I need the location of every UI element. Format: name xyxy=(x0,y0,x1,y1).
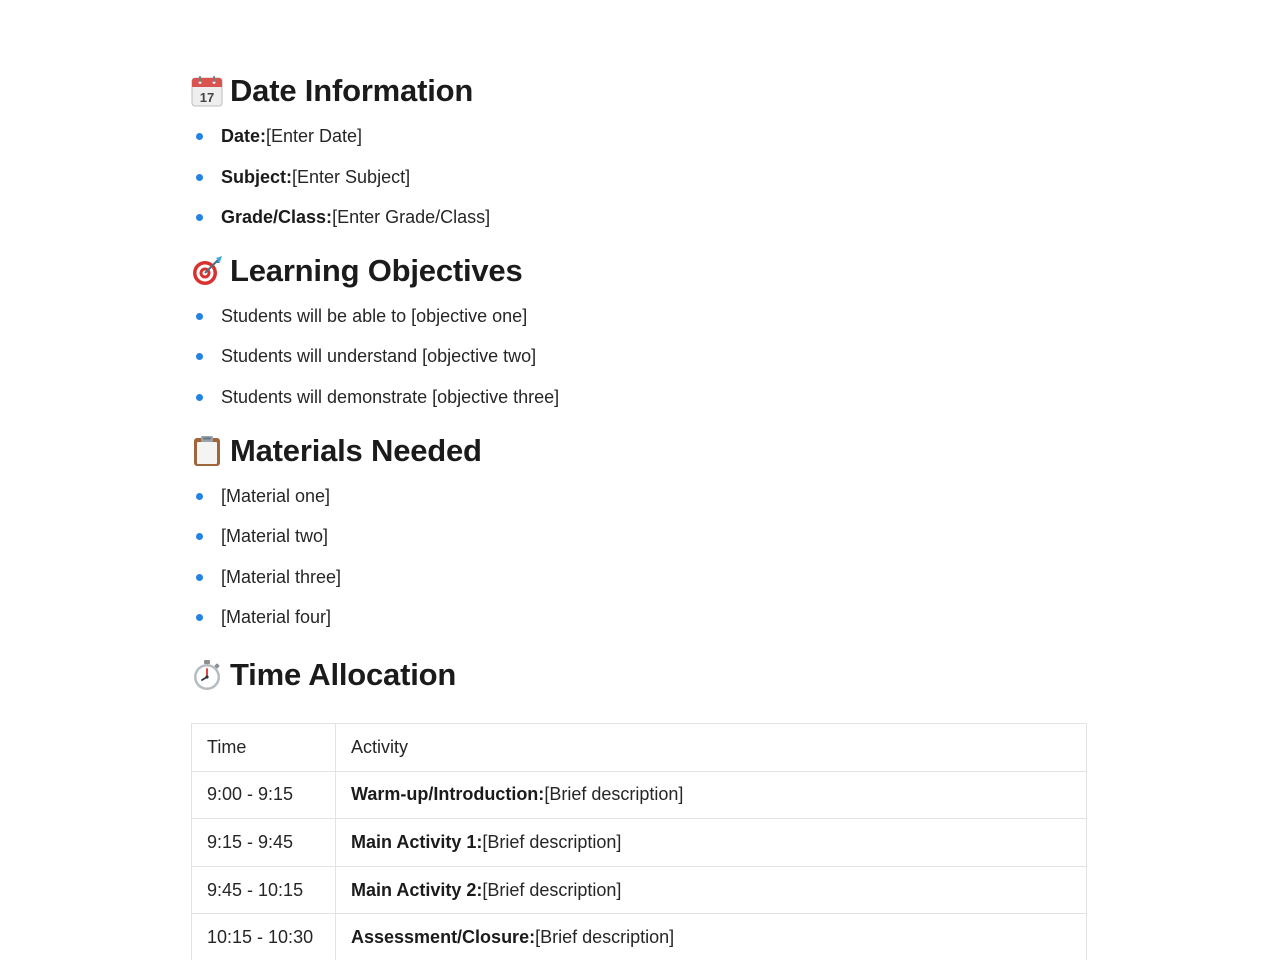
list-item[interactable] xyxy=(191,377,1087,418)
material-text: [Material two] xyxy=(221,526,329,547)
activity-description: [Brief description] xyxy=(535,927,675,948)
bullet-icon xyxy=(196,174,203,181)
activity-cell[interactable] xyxy=(336,819,1087,867)
date-label: Date: xyxy=(221,126,267,146)
learning-objectives-list xyxy=(191,296,1087,418)
target-icon xyxy=(191,255,223,287)
activity-label: Warm-up/Introduction: xyxy=(351,784,545,805)
objective-text: Students will demonstrate [objective three] xyxy=(221,386,560,407)
activity-label: Main Activity 1: xyxy=(351,831,483,852)
materials-needed-heading xyxy=(191,426,1087,476)
time-cell[interactable]: 9:15 - 9:45 xyxy=(192,819,336,867)
time-cell[interactable]: 9:45 - 10:15 xyxy=(192,866,336,914)
time-allocation-table xyxy=(191,723,1087,960)
time-column-header[interactable]: Time xyxy=(192,723,336,771)
materials-list xyxy=(191,476,1087,638)
time-allocation-title: Time Allocation xyxy=(230,656,457,692)
activity-description: [Brief description] xyxy=(482,879,622,900)
objective-text: Students will be able to [objective one] xyxy=(221,305,528,326)
list-item xyxy=(191,157,1087,198)
activity-label: Main Activity 2: xyxy=(351,879,483,900)
activity-label: Assessment/Closure: xyxy=(351,927,536,948)
bullet-icon xyxy=(196,614,203,621)
bullet-icon xyxy=(196,353,203,360)
activity-description: [Brief description] xyxy=(544,784,684,805)
date-value[interactable]: [Enter Date] xyxy=(266,126,363,146)
material-text: [Material three] xyxy=(221,566,342,587)
subject-value[interactable]: [Enter Subject] xyxy=(292,166,411,187)
bullet-icon xyxy=(196,214,203,221)
material-text: [Material one] xyxy=(221,485,331,506)
table-row xyxy=(192,819,1087,867)
table-row xyxy=(192,866,1087,914)
material-text: [Material four] xyxy=(221,607,332,628)
table-row xyxy=(192,914,1087,960)
grade-class-label: Grade/Class: xyxy=(221,207,333,228)
calendar-day-number: 17 xyxy=(199,90,215,105)
table-header-row xyxy=(192,723,1087,771)
bullet-icon xyxy=(196,394,203,401)
date-information-title: Date Information xyxy=(230,73,474,108)
stopwatch-icon xyxy=(191,659,223,691)
activity-description: [Brief description] xyxy=(482,831,622,852)
date-information-list xyxy=(191,116,1087,238)
bullet-icon xyxy=(196,493,203,500)
learning-objectives-heading xyxy=(191,246,1087,296)
time-cell[interactable]: 9:00 - 9:15 xyxy=(192,771,336,819)
materials-needed-title: Materials Needed xyxy=(230,432,482,468)
grade-class-value[interactable]: [Enter Grade/Class] xyxy=(332,207,491,228)
subject-label: Subject: xyxy=(221,166,293,187)
activity-cell[interactable] xyxy=(336,914,1087,960)
list-item[interactable] xyxy=(191,557,1087,598)
list-item[interactable] xyxy=(191,296,1087,337)
bullet-icon xyxy=(196,533,203,540)
time-cell[interactable]: 10:15 - 10:30 xyxy=(192,914,336,960)
document-body xyxy=(191,66,1087,960)
clipboard-icon xyxy=(191,435,223,467)
activity-column-header[interactable]: Activity xyxy=(336,723,1087,771)
list-item xyxy=(191,197,1087,238)
time-allocation-heading xyxy=(191,650,1087,700)
date-information-heading xyxy=(191,66,1087,116)
list-item[interactable] xyxy=(191,516,1087,557)
bullet-icon xyxy=(196,574,203,581)
table-row xyxy=(192,771,1087,819)
list-item[interactable] xyxy=(191,476,1087,517)
list-item[interactable] xyxy=(191,336,1087,377)
list-item[interactable] xyxy=(191,597,1087,638)
activity-cell[interactable] xyxy=(336,866,1087,914)
activity-cell[interactable] xyxy=(336,771,1087,819)
list-item xyxy=(191,116,1087,157)
learning-objectives-title: Learning Objectives xyxy=(230,252,523,288)
objective-text: Students will understand [objective two] xyxy=(221,346,537,367)
calendar-icon xyxy=(191,75,223,107)
bullet-icon xyxy=(196,133,203,140)
bullet-icon xyxy=(196,313,203,320)
